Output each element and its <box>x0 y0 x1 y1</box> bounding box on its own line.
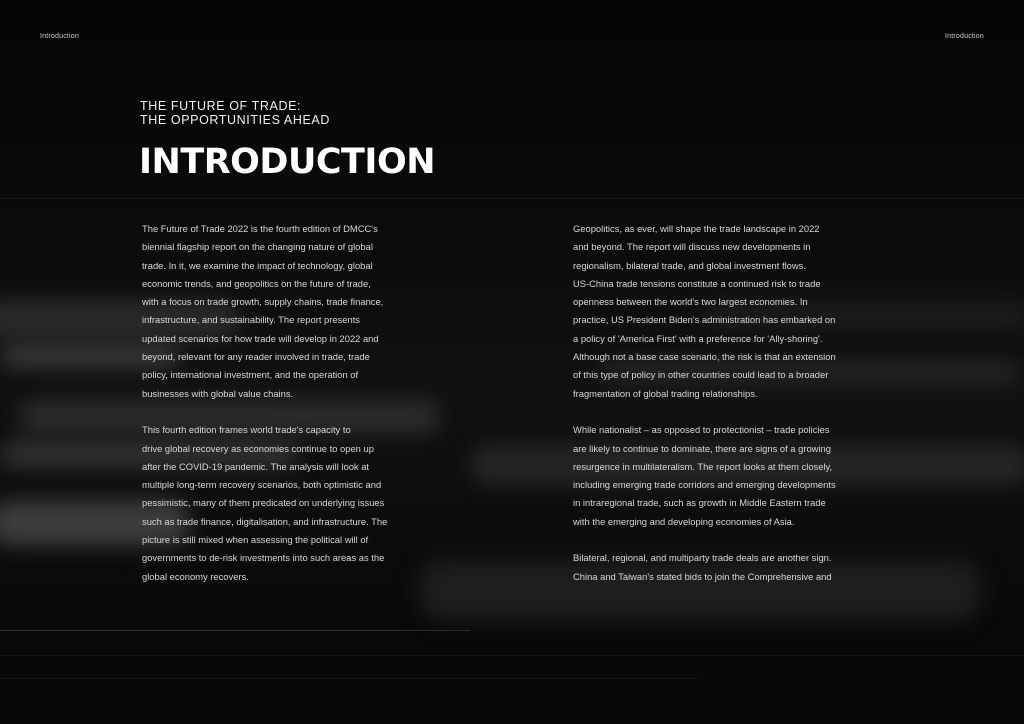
text-line: resurgence in multilateralism. The report looks at them closely, <box>573 460 833 472</box>
text-line: policy, international investment, and the operation of <box>142 369 359 381</box>
text-line: Although not a base case scenario, the risk is that an extension <box>573 351 836 363</box>
text-line: regionalism, bilateral trade, and global investment flows. <box>573 259 806 271</box>
paragraph <box>142 421 462 586</box>
text-line: after the COVID-19 pandemic. The analysis will look at <box>142 460 370 472</box>
text-line: fragmentation of global trading relationships. <box>573 387 758 399</box>
text-line: Geopolitics, as ever, will shape the trade landscape in 2022 <box>573 223 820 234</box>
text-line: including emerging trade corridors and emerging developments <box>573 479 836 491</box>
text-line: of this type of policy in other countries could lead to a broader <box>573 369 829 381</box>
text-line: practice, US President Biden's administration has embarked on <box>573 314 836 326</box>
text-line: openness between the world's two largest economies. In <box>573 296 808 308</box>
text-line: Bilateral, regional, and multiparty trade deals are another sign. <box>573 552 832 564</box>
text-line: and beyond. The report will discuss new developments in <box>573 241 811 253</box>
text-line: biennial flagship report on the changing nature of global <box>142 241 373 253</box>
right-text-column <box>573 220 903 604</box>
left-text-column <box>142 220 462 604</box>
text-line: in intraregional trade, such as growth in Middle Eastern trade <box>573 497 826 509</box>
text-line: are likely to continue to dominate, there are signs of a growing <box>573 442 831 454</box>
background-line <box>0 655 1024 656</box>
text-line: a policy of 'America First' with a preference for 'Ally-shoring'. <box>573 332 823 344</box>
text-line: multiple long-term recovery scenarios, both optimistic and <box>142 479 382 491</box>
text-line: US-China trade tensions constitute a continued risk to trade <box>573 277 821 289</box>
text-line: businesses with global value chains. <box>142 387 294 399</box>
text-line: drive global recovery as economies continue to open up <box>142 442 374 454</box>
text-line: beyond, relevant for any reader involved in trade, trade <box>142 351 370 363</box>
report-eyebrow <box>140 99 330 127</box>
text-line: trade. In it, we examine the impact of technology, global <box>142 259 373 271</box>
running-header-right: Introduction <box>945 33 984 40</box>
text-line: with the emerging and developing economies of Asia. <box>573 515 795 527</box>
page-title: INTRODUCTION <box>139 142 435 182</box>
running-header-left: Introduction <box>40 33 79 40</box>
paragraph <box>573 421 903 531</box>
text-line: economic trends, and geopolitics on the future of trade, <box>142 277 371 289</box>
text-line: with a focus on trade growth, supply chains, trade finance, <box>142 296 384 308</box>
background-line <box>0 678 700 679</box>
text-line: governments to de-risk investments into such areas as the <box>142 552 385 564</box>
paragraph <box>142 220 462 403</box>
text-line: global economy recovers. <box>142 570 249 582</box>
background-line <box>0 630 470 631</box>
eyebrow-line: THE OPPORTUNITIES AHEAD <box>140 113 330 127</box>
text-line: China and Taiwan's stated bids to join the Comprehensive and <box>573 570 832 582</box>
text-line: pessimistic, many of them predicated on underlying issues <box>142 497 385 509</box>
text-line: infrastructure, and sustainability. The report presents <box>142 314 360 326</box>
paragraph <box>573 220 903 403</box>
text-line: While nationalist – as opposed to protectionist – trade policies <box>573 424 830 436</box>
text-line: This fourth edition frames world trade's capacity to <box>142 424 351 436</box>
background-line <box>0 198 1024 199</box>
eyebrow-line: THE FUTURE OF TRADE: <box>140 99 302 113</box>
text-line: such as trade finance, digitalisation, and infrastructure. The <box>142 515 388 527</box>
text-line: updated scenarios for how trade will develop in 2022 and <box>142 332 379 344</box>
paragraph <box>573 549 903 586</box>
text-line: The Future of Trade 2022 is the fourth edition of DMCC's <box>142 223 378 234</box>
text-line: picture is still mixed when assessing the political will of <box>142 534 369 546</box>
